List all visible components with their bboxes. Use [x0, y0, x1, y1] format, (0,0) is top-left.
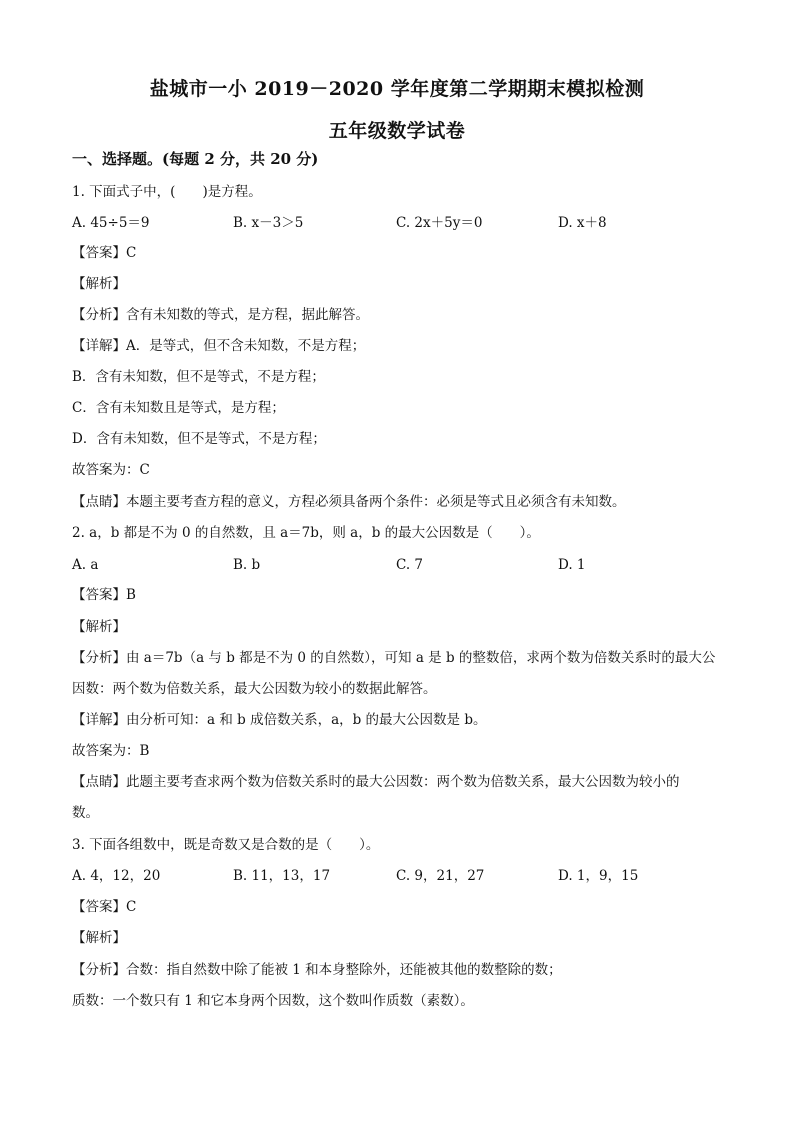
question-3-option-a: A. 4，12，20 — [72, 868, 161, 884]
question-2-option-a: A. a — [72, 557, 99, 573]
question-2-final: 故答案为：B — [72, 743, 150, 759]
question-1-detail-b: B．含有未知数，但不是等式，不是方程； — [72, 369, 325, 385]
question-2-analysis-label: 【解析】 — [72, 619, 126, 635]
question-1-dianjing: 【点睛】本题主要考查方程的意义，方程必须具备两个条件：必须是等式且必须含有未知数。 — [72, 494, 626, 510]
question-1-detail-d: D．含有未知数，但不是等式，不是方程； — [72, 431, 326, 447]
exam-subtitle: 五年级数学试卷 — [328, 120, 466, 142]
question-2-option-d: D. 1 — [558, 557, 586, 573]
question-3-option-c: C. 9，21，27 — [396, 868, 485, 884]
question-1-option-b: B. x－3＞5 — [233, 215, 304, 231]
question-1-fenxi: 【分析】含有未知数的等式，是方程，据此解答。 — [72, 307, 369, 323]
question-2-option-b: B. b — [233, 557, 261, 573]
question-3-option-b: B. 11，13，17 — [233, 868, 331, 884]
question-1-option-c: C. 2x＋5y＝0 — [396, 215, 483, 231]
question-2-xiangjie: 【详解】由分析可知：a 和 b 成倍数关系，a，b 的最大公因数是 b。 — [72, 712, 487, 728]
section-heading: 一、选择题。(每题 2 分，共 20 分) — [72, 150, 319, 168]
question-1-xiangjie: 【详解】A．是等式，但不含未知数，不是方程； — [72, 338, 366, 354]
question-1-final: 故答案为：C — [72, 462, 150, 478]
question-1-option-d: D. x＋8 — [558, 215, 607, 231]
question-3-option-d: D. 1，9，15 — [558, 868, 639, 884]
question-2-option-c: C. 7 — [396, 557, 424, 573]
question-2-dianjing-1: 【点睛】此题主要考查求两个数为倍数关系时的最大公因数：两个数为倍数关系，最大公因数为较小的 — [72, 774, 680, 790]
question-2-fenxi-2: 因数：两个数为倍数关系，最大公因数为较小的数据此解答。 — [72, 681, 437, 697]
question-3-zhishu: 质数：一个数只有 1 和它本身两个因数，这个数叫作质数（素数）。 — [72, 993, 474, 1009]
question-1-option-a: A. 45÷5＝9 — [72, 215, 150, 231]
question-3-stem: 3. 下面各组数中，既是奇数又是合数的是（ ）。 — [72, 837, 380, 853]
question-2-dianjing-2: 数。 — [72, 805, 99, 821]
question-1-analysis-label: 【解析】 — [72, 276, 126, 292]
question-1-answer: 【答案】C — [72, 245, 137, 261]
exam-title: 盐城市一小 2019－2020 学年度第二学期期末模拟检测 — [149, 78, 645, 100]
question-2-fenxi-1: 【分析】由 a＝7b（a 与 b 都是不为 0 的自然数），可知 a 是 b 的整数倍，求两个数为倍数关系时的最大公 — [72, 650, 716, 666]
question-3-analysis-label: 【解析】 — [72, 930, 126, 946]
question-1-detail-c: C．含有未知数且是等式，是方程； — [72, 400, 285, 416]
question-2-answer: 【答案】B — [72, 587, 136, 603]
question-3-fenxi: 【分析】合数：指自然数中除了能被 1 和本身整除外，还能被其他的数整除的数； — [72, 962, 562, 978]
question-2-stem: 2. a，b 都是不为 0 的自然数，且 a＝7b，则 a，b 的最大公因数是（ ）。 — [72, 525, 540, 541]
question-3-answer: 【答案】C — [72, 899, 137, 915]
question-1-stem: 1. 下面式子中，( )是方程。 — [72, 184, 262, 200]
